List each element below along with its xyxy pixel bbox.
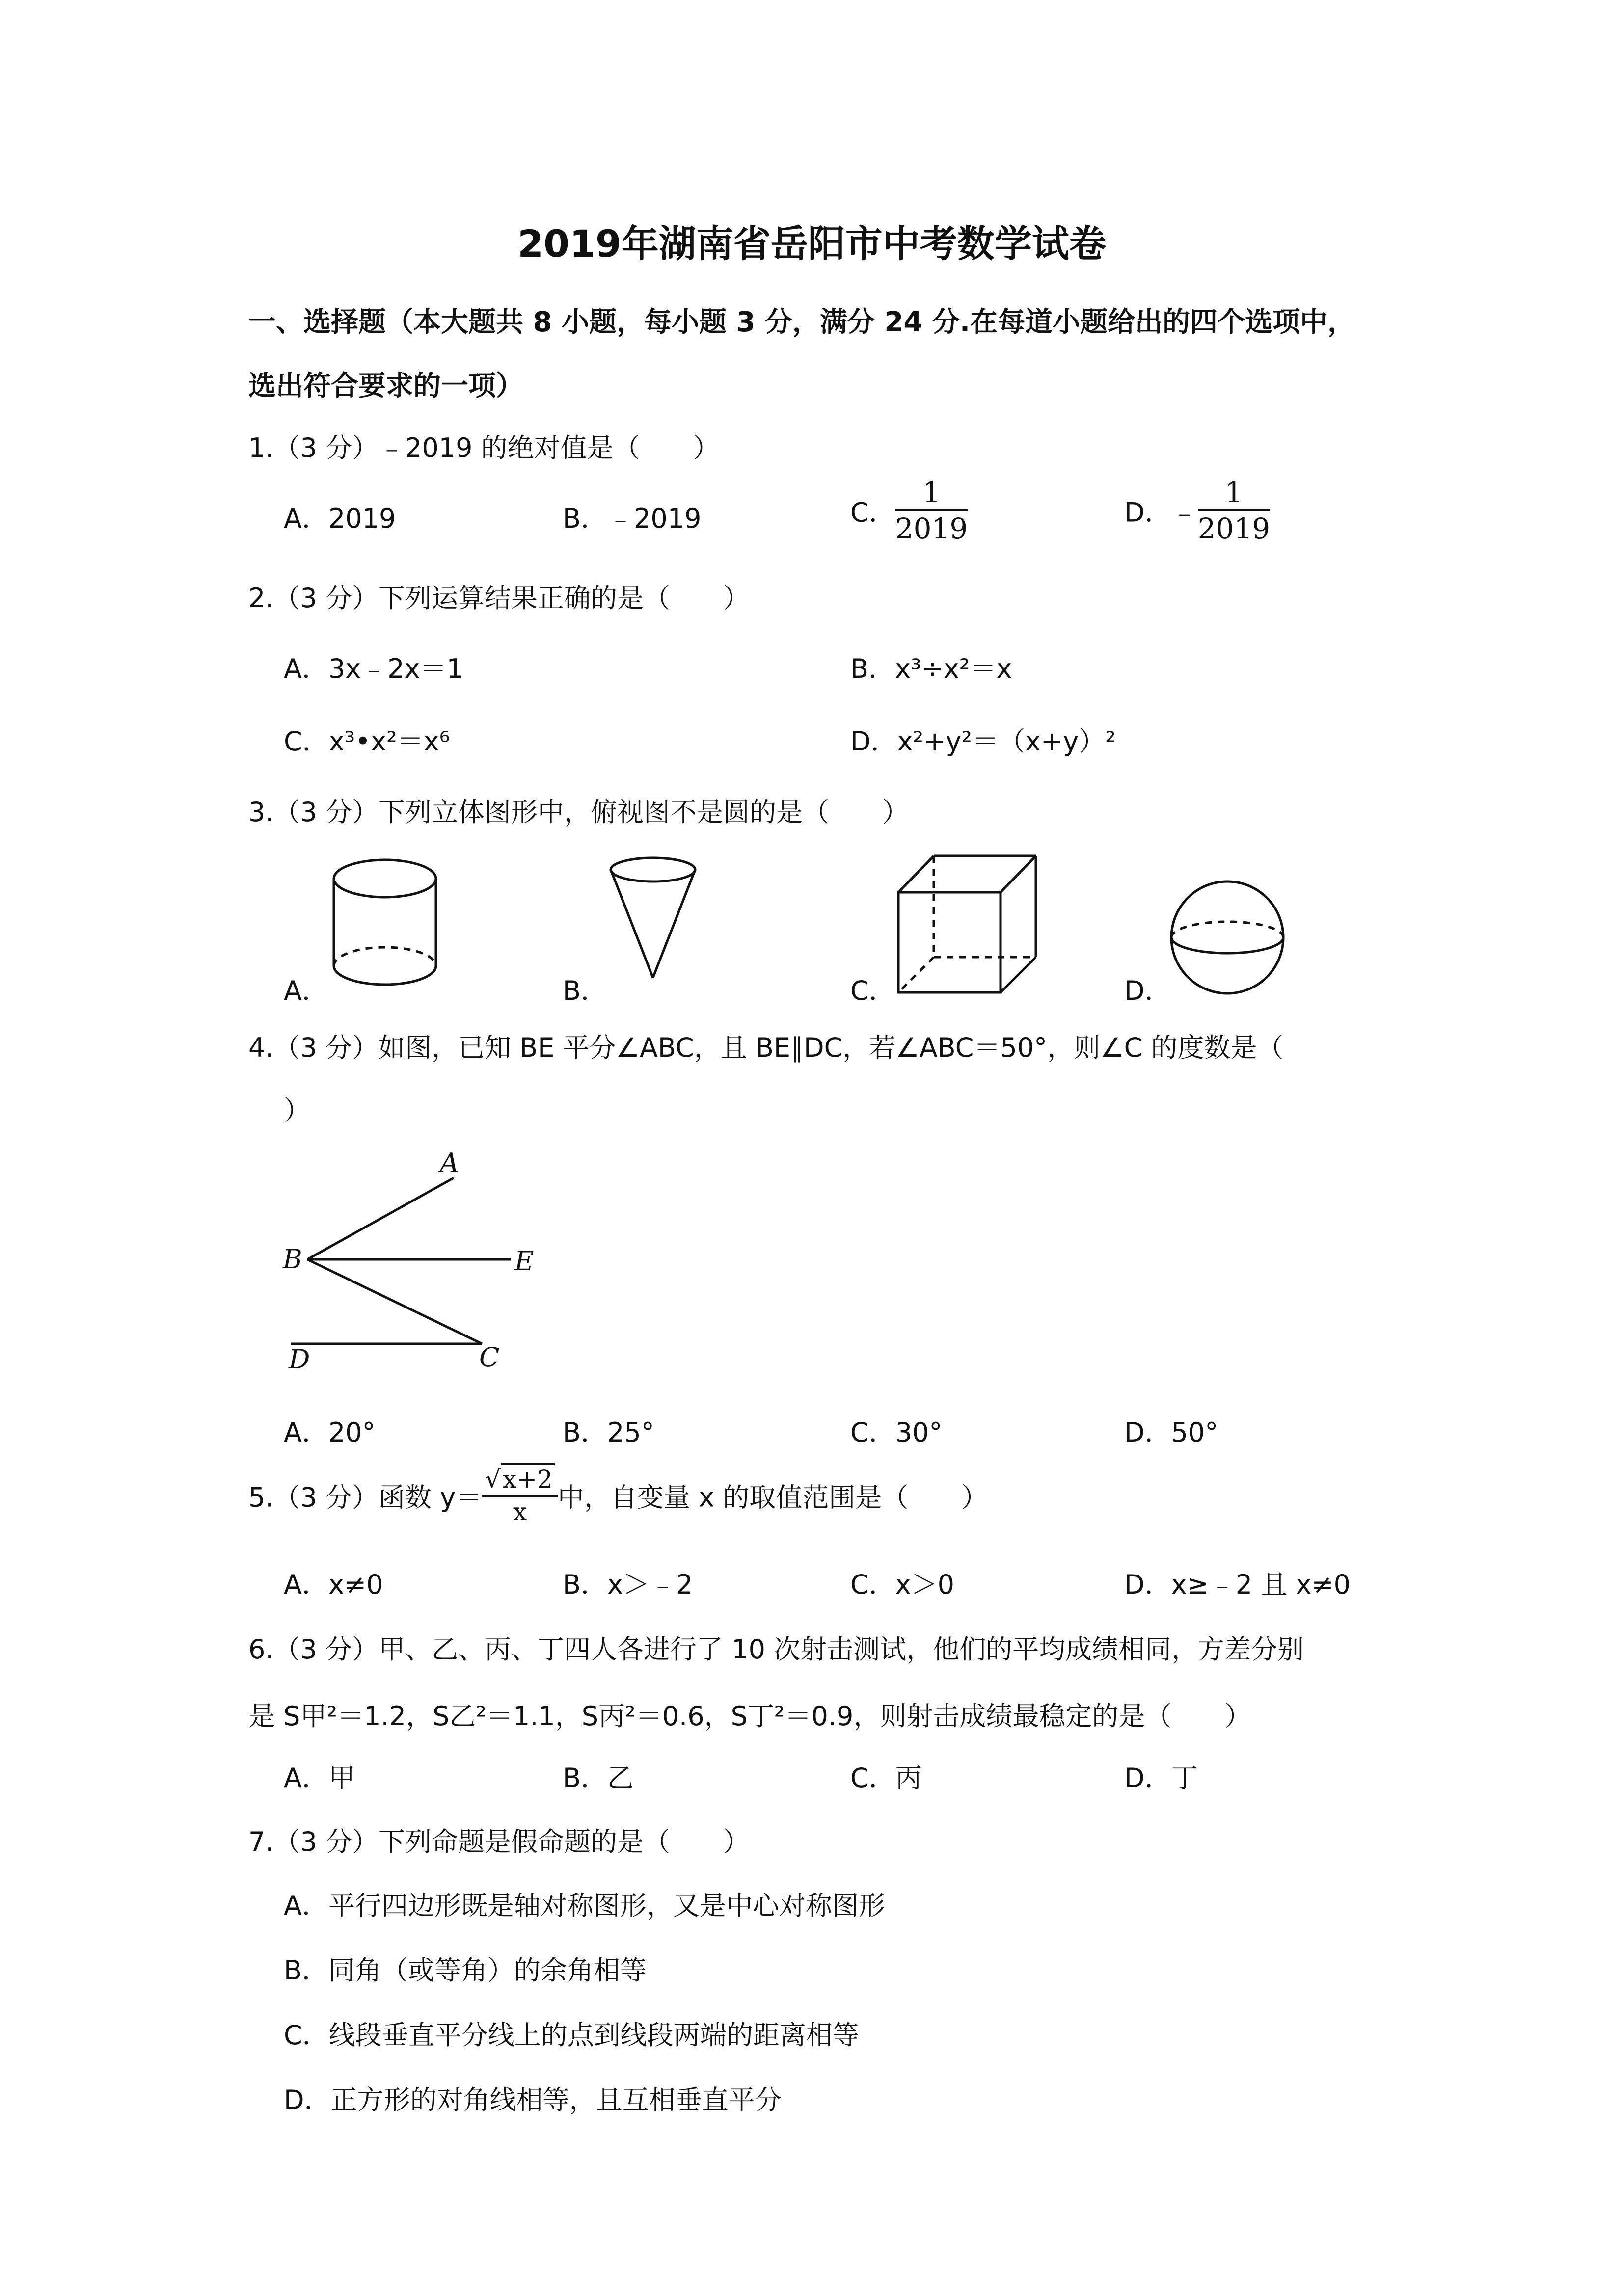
- q1-c-denominator: 2019: [895, 512, 968, 545]
- q1-option-d-label: D．﹣: [1124, 497, 1198, 528]
- q4-option-a: A．20°: [284, 1417, 376, 1448]
- q6-option-c: C．丙: [850, 1762, 922, 1793]
- q5-stem: [248, 1465, 988, 1526]
- q4-label-b: B: [283, 1244, 302, 1275]
- q5-radicand: x+2: [501, 1463, 555, 1494]
- q7-stem: 7.（3 分）下列命题是假命题的是（ ）: [248, 1826, 750, 1857]
- q2-option-b: B．x³÷x²＝x: [850, 653, 1012, 684]
- q6-stem-line2: 是 S甲²＝1.2，S乙²＝1.1，S丙²＝0.6，S丁²＝0.9，则射击成绩最稳定的是（ ）: [248, 1701, 1251, 1732]
- q1-option-b: B．﹣2019: [563, 503, 702, 534]
- q1-option-a: A．2019: [284, 503, 396, 534]
- q4-option-c: C．30°: [850, 1417, 943, 1448]
- q4-label-d: D: [289, 1344, 310, 1375]
- q2-option-d: D．x²+y²＝（x+y）²: [850, 726, 1116, 757]
- q5-stem-pre: 5.（3 分）函数 y＝: [248, 1482, 483, 1513]
- section-heading-line1: 一、选择题（本大题共 8 小题，每小题 3 分，满分 24 分.在每道小题给出的四个选项中，: [248, 306, 1355, 338]
- q3-option-a: A．: [284, 975, 328, 1006]
- section-heading-line2: 选出符合要求的一项）: [248, 370, 523, 402]
- q5-fraction: [482, 1465, 558, 1526]
- q4-label-a: A: [440, 1148, 459, 1178]
- q7-option-d: D．正方形的对角线相等，且互相垂直平分: [284, 2084, 782, 2115]
- q4-option-b: B．25°: [563, 1417, 654, 1448]
- q4-stem-line2: ）: [284, 1095, 310, 1126]
- q1-d-denominator: 2019: [1197, 512, 1271, 545]
- q7-option-c: C．线段垂直平分线上的点到线段两端的距离相等: [284, 2020, 859, 2051]
- q5-option-d: D．x≥﹣2 且 x≠0: [1124, 1569, 1351, 1600]
- q4-label-e: E: [514, 1246, 534, 1277]
- q5-numerator: [482, 1465, 558, 1497]
- q2-option-c: C．x³•x²＝x⁶: [284, 726, 450, 757]
- q1-stem: 1.（3 分）﹣2019 的绝对值是（ ）: [248, 432, 720, 463]
- q5-option-c: C．x＞0: [850, 1569, 955, 1600]
- segment-ba: [307, 1178, 454, 1259]
- q3-option-d: D．: [1124, 975, 1171, 1006]
- q6-option-b: B．乙: [563, 1762, 634, 1793]
- q3-option-c: C．: [850, 975, 895, 1006]
- q6-option-d: D．丁: [1124, 1762, 1198, 1793]
- q4-label-c: C: [479, 1342, 500, 1373]
- q7-option-b: B．同角（或等角）的余角相等: [284, 1955, 647, 1986]
- q1-option-c-label: C．: [850, 497, 895, 528]
- q6-stem-line1: 6.（3 分）甲、乙、丙、丁四人各进行了 10 次射击测试，他们的平均成绩相同，方差分别: [248, 1634, 1304, 1665]
- q3-option-b: B．: [563, 975, 608, 1006]
- q5-denominator: x: [513, 1497, 527, 1526]
- q1-d-numerator: 1: [1198, 477, 1271, 511]
- q4-stem-line1: 4.（3 分）如图，已知 BE 平分∠ABC，且 BE∥DC，若∠ABC＝50°，则∠C 的度数是（: [248, 1032, 1284, 1063]
- q5-option-b: B．x＞﹣2: [563, 1569, 693, 1600]
- sqrt-icon: √: [485, 1465, 501, 1494]
- q6-option-a: A．甲: [284, 1762, 355, 1793]
- q2-option-a: A．3x﹣2x＝1: [284, 653, 463, 684]
- segment-bc: [307, 1259, 482, 1344]
- q2-stem: 2.（3 分）下列运算结果正确的是（ ）: [248, 583, 750, 614]
- q4-option-d: D．50°: [1124, 1417, 1218, 1448]
- q5-stem-post: 中，自变量 x 的取值范围是（ ）: [557, 1482, 988, 1513]
- q7-option-a: A．平行四边形既是轴对称图形，又是中心对称图形: [284, 1890, 885, 1921]
- page-title: 2019年湖南省岳阳市中考数学试卷: [517, 222, 1107, 266]
- q3-stem: 3.（3 分）下列立体图形中，俯视图不是圆的是（ ）: [248, 797, 909, 828]
- q1-c-numerator: 1: [895, 477, 968, 511]
- q5-option-a: A．x≠0: [284, 1569, 383, 1600]
